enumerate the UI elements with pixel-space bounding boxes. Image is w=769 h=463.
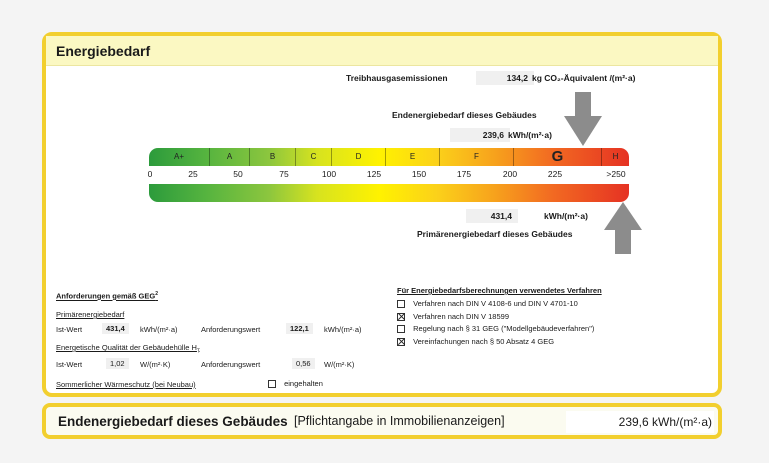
- quality-title: [56, 343, 200, 355]
- method-checkbox-din-4108[interactable]: [397, 300, 405, 308]
- tick-125: 125: [366, 169, 382, 179]
- tick-250-plus: >250: [606, 169, 626, 179]
- method-checkbox-din-18599[interactable]: [397, 313, 405, 321]
- footer-value: 239,6 kWh/(m²·a): [618, 415, 712, 429]
- class-b: B: [249, 148, 295, 166]
- tick-75: 75: [279, 169, 289, 179]
- quality-title-text: Energetische Qualität der Gebäudehülle H: [56, 343, 197, 352]
- energy-gradient-bar: [149, 184, 629, 202]
- primary-ist-label: Ist-Wert: [56, 325, 83, 334]
- summer-label: Sommerlicher Wärmeschutz (bei Neubau): [56, 380, 196, 389]
- energy-class-scale: [149, 148, 629, 166]
- method-item-geg-31[interactable]: [397, 324, 594, 333]
- method-checkbox-geg-50[interactable]: [397, 338, 405, 346]
- method-item-din-18599[interactable]: [397, 312, 509, 321]
- quality-ist-unit: W/(m²·K): [140, 360, 171, 369]
- footer-note: [Pflichtangabe in Immobilienanzeigen]: [294, 414, 505, 428]
- primaerenergie-arrow-icon: [604, 202, 642, 254]
- energy-demand-panel: [42, 32, 722, 397]
- method-checkbox-geg-31[interactable]: [397, 325, 405, 333]
- summer-checkbox[interactable]: [268, 380, 276, 388]
- primary-title: Primärenergiebedarf: [56, 310, 125, 319]
- method-label-geg-50: Vereinfachungen nach § 50 Absatz 4 GEG: [413, 337, 555, 346]
- tick-175: 175: [456, 169, 472, 179]
- primary-anf-unit: kWh/(m²·a): [324, 325, 362, 334]
- class-e: E: [385, 148, 439, 166]
- endenergie-value: 239,6: [450, 128, 510, 142]
- primary-anf-label: Anforderungswert: [201, 325, 261, 334]
- primary-anf-value: 122,1: [286, 323, 313, 334]
- quality-anf-unit: W/(m²·K): [324, 360, 355, 369]
- requirements-title: [56, 291, 158, 301]
- class-a-plus: A+: [173, 152, 184, 161]
- requirements-title-text: Anforderungen gemäß GEG: [56, 291, 156, 301]
- tick-0: 0: [147, 169, 153, 179]
- class-a: A: [209, 148, 249, 166]
- primaerenergie-label: Primärenergiebedarf dieses Gebäudes: [417, 229, 573, 239]
- quality-anf-value: 0,56: [292, 358, 315, 369]
- quality-ist-value: 1,02: [106, 358, 129, 369]
- method-label-din-18599: Verfahren nach DIN V 18599: [413, 312, 509, 321]
- class-f: F: [439, 148, 513, 166]
- endenergie-arrow-icon: [564, 92, 602, 146]
- tick-100: 100: [321, 169, 337, 179]
- class-c: C: [295, 148, 331, 166]
- tick-50: 50: [233, 169, 243, 179]
- emissions-label: Treibhausgasemissionen: [346, 73, 448, 83]
- quality-ist-label: Ist-Wert: [56, 360, 83, 369]
- endenergie-unit: kWh/(m²·a): [508, 130, 552, 140]
- quality-anf-label: Anforderungswert: [201, 360, 261, 369]
- primary-ist-unit: kWh/(m²·a): [140, 325, 178, 334]
- class-g: G: [513, 148, 601, 166]
- tick-225: 225: [547, 169, 563, 179]
- class-d: D: [331, 148, 385, 166]
- footer-panel: [42, 403, 722, 439]
- footer-label: Endenergiebedarf dieses Gebäudes: [58, 414, 288, 429]
- method-item-geg-50[interactable]: [397, 337, 554, 346]
- summer-check-label: eingehalten: [284, 379, 323, 388]
- summer-check[interactable]: [268, 379, 323, 388]
- requirements-title-sup: 2: [155, 291, 158, 297]
- emissions-unit: kg CO₂-Äquivalent /(m²·a): [532, 73, 636, 83]
- method-label-geg-31: Regelung nach § 31 GEG ("Modellgebäudeverfahren"): [413, 324, 595, 333]
- primaerenergie-value: 431,4: [466, 209, 518, 223]
- tick-200: 200: [502, 169, 518, 179]
- panel-title: Energiebedarf: [46, 36, 718, 66]
- emissions-value: 134,2: [476, 71, 534, 85]
- endenergie-label: Endenergiebedarf dieses Gebäudes: [392, 110, 537, 120]
- quality-title-sub: T: [196, 348, 200, 355]
- method-label-din-4108: Verfahren nach DIN V 4108-6 und DIN V 4701-10: [413, 299, 578, 308]
- footer-value-box: [566, 411, 714, 433]
- primaerenergie-unit: kWh/(m²·a): [544, 211, 588, 221]
- primary-ist-value: 431,4: [102, 323, 129, 334]
- method-item-din-4108[interactable]: [397, 299, 578, 308]
- methods-title: Für Energiebedarfsberechnungen verwendetes Verfahren: [397, 286, 602, 295]
- tick-25: 25: [188, 169, 198, 179]
- class-h: H: [601, 148, 629, 166]
- tick-150: 150: [411, 169, 427, 179]
